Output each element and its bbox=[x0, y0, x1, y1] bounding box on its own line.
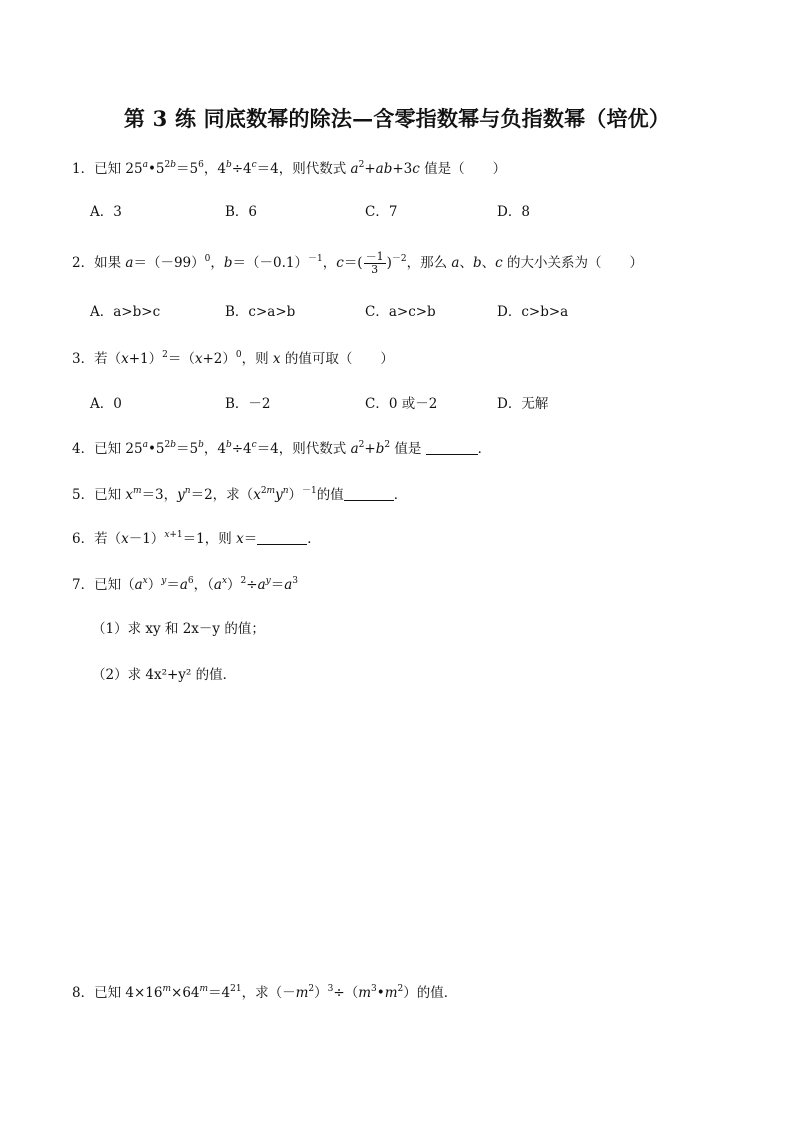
question-number: 8． bbox=[72, 985, 95, 1001]
question-text: 已知$(a^x)^y=a^6$，$(a^x)^2\div a^y=a^3$ bbox=[94, 576, 299, 593]
sub-question-1: （1）求 xy 和 2x－y 的值； bbox=[92, 621, 265, 637]
question-number: 6． bbox=[72, 531, 95, 547]
question-number: 1． bbox=[72, 161, 95, 177]
question-5 bbox=[72, 486, 407, 504]
question-6 bbox=[72, 530, 321, 548]
question-text: 已知 $25^a•5^{2b}=5^b$，$4^b\div 4^c=4$，则代数式 $a^2+b^2$ 值是 ． bbox=[94, 440, 492, 457]
fraction-neg-one-third: $\frac{-1}{3}$ bbox=[365, 250, 384, 276]
option-b[interactable]: B．－2 bbox=[225, 396, 271, 412]
question-text: 若$(x+1)^2=(x+2)^0$，则 x 的值可取（ ） bbox=[94, 350, 394, 367]
answer-blank[interactable] bbox=[344, 488, 394, 501]
option-a[interactable]: A．0 bbox=[90, 396, 122, 412]
option-c[interactable]: C．7 bbox=[365, 204, 398, 220]
question-8 bbox=[72, 984, 457, 1002]
option-b[interactable]: B．6 bbox=[225, 204, 258, 220]
option-a[interactable]: A．3 bbox=[90, 204, 122, 220]
option-c[interactable]: C．a>c>b bbox=[365, 304, 436, 320]
question-text: 已知 $x^m=3$，$y^n=2$，求$(x^{2m}y^n)^{-1}$的值 ． bbox=[94, 486, 408, 503]
question-4 bbox=[72, 440, 491, 458]
option-d[interactable]: D．c>b>a bbox=[497, 304, 569, 320]
question-3 bbox=[72, 350, 394, 368]
question-1 bbox=[72, 160, 506, 178]
question-number: 2． bbox=[72, 255, 95, 271]
question-text: 已知 $4\times 16^m\times 64^m=4^{21}$，求$(-m^2)^3\div(m^3•m^2)$的值． bbox=[94, 984, 458, 1001]
question-text: 若$(x-1)^{x+1}=1$，则 x＝ ． bbox=[94, 530, 321, 547]
option-b[interactable]: B．c>a>b bbox=[225, 304, 296, 320]
question-2 bbox=[72, 251, 643, 276]
sub-question-2: （2）求 4x²+y² 的值． bbox=[92, 667, 237, 683]
page-title: 第 3 练 同底数幂的除法—含零指数幂与负指数幂（培优） bbox=[123, 106, 671, 131]
option-d[interactable]: D．无解 bbox=[497, 396, 549, 412]
answer-blank[interactable] bbox=[257, 532, 307, 545]
question-number: 7． bbox=[72, 577, 95, 593]
option-a[interactable]: A．a>b>c bbox=[90, 304, 161, 320]
question-number: 4． bbox=[72, 441, 95, 457]
option-c[interactable]: C．0 或－2 bbox=[365, 396, 438, 412]
question-text: 已知 $25^a•5^{2b}=5^6$，$4^b\div 4^c=4$，则代数式 $a^2+ab+3c$ 值是（ ） bbox=[94, 160, 507, 177]
question-number: 3． bbox=[72, 351, 95, 367]
answer-blank[interactable] bbox=[426, 442, 478, 455]
question-text: 如果 $a=(-99)^0$，$b=(-0.1)^{-1}$，c＝( $\frac{-1}{3}$ )$^{-2}$，那么 a、b、c 的大小关系为（ ） bbox=[94, 250, 643, 276]
question-7 bbox=[72, 576, 298, 594]
question-number: 5． bbox=[72, 487, 95, 503]
option-d[interactable]: D．8 bbox=[497, 204, 530, 220]
